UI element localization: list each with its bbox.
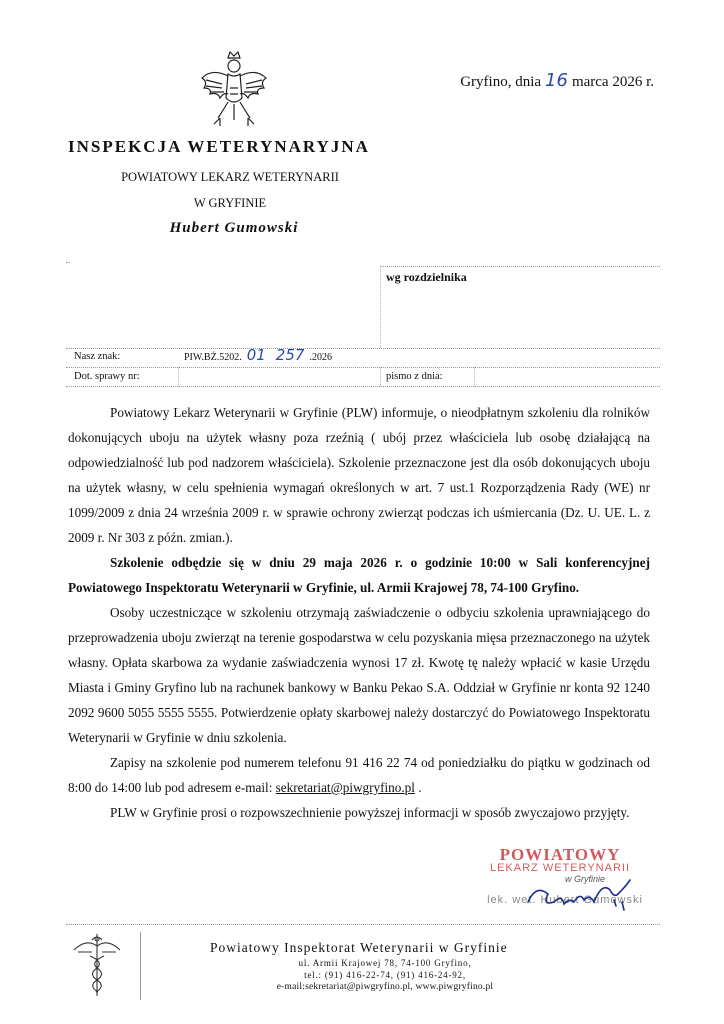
nasz-znak-handwritten-2: 257	[275, 346, 305, 364]
nasz-znak-prefix: PIW.BŻ.5202.	[184, 352, 242, 363]
footer-title: Powiatowy Inspektorat Weterynarii w Gryfinie	[210, 940, 508, 955]
polish-eagle-emblem-icon	[198, 48, 270, 130]
date-day-handwritten: 16	[545, 70, 568, 91]
document-date	[460, 70, 654, 91]
stamp-line-1: POWIATOWY	[499, 845, 621, 864]
addressee-left-rule	[380, 266, 381, 348]
paragraph-closing: PLW w Gryfinie prosi o rozpowszechnienie powyższej informacji w sposób zwyczajowo przyjęty.	[110, 805, 630, 820]
registration-text: Zapisy na szkolenie pod numerem telefonu 91 416 22 74 od poniedziałku do piątku w godzinach od 8:00 do 14:00 lub pod adresem e-mail:	[68, 755, 650, 795]
nasz-znak-handwritten-1: 01	[246, 346, 266, 364]
stamp-line-3: w Gryfinie	[564, 874, 605, 884]
handwritten-signature	[518, 872, 638, 922]
date-suffix: marca 2026 r.	[571, 74, 654, 90]
organization-title: INSPEKCJA WETERYNARYJNA	[68, 137, 370, 156]
reference-rule-top	[66, 348, 660, 349]
addressee-label: wg rozdzielnika	[386, 270, 467, 284]
paragraph-certificate: Osoby uczestniczące w szkoleniu otrzymają zaświadczenie o odbyciu szkolenia uprawniającego do przeprowadzenia uboju zwierząt na terenie gospodarstwa w celu pozyskania mięsa przeznaczonego na użytek własny. Opłata skarbowa za wydanie zaświadczenia wynosi 17 zł. Kwotę tę należy wpłacić w kasie Urzędu Miasta i Gminy Gryfino lub na rachunek bankowy w Banku Pekao S.A. Oddział w Gryfinie nr konta 92 1240 2092 9600 5055 5555 5555. Potwierdzenie opłaty skarbowej należy dostarczyć do Powiatowego Inspektoratu Weterynarii w Gryfinie w dniu szkolenia.	[68, 605, 650, 745]
footer-vertical-rule	[140, 932, 141, 1000]
registration-end: .	[414, 780, 422, 795]
reference-cell-rule	[380, 367, 381, 387]
stamp-line-2: LEKARZ WETERYNARII	[489, 862, 631, 874]
nasz-znak-value	[184, 346, 332, 364]
nasz-znak-label: Nasz znak:	[74, 351, 121, 362]
stamp-line-4: lek. wet. Hubert Gumowski	[487, 894, 643, 906]
pismo-z-dnia-label: pismo z dnia:	[386, 371, 443, 382]
nasz-znak-suffix: .2026	[309, 352, 332, 363]
footer-address: ul. Armii Krajowej 78, 74-100 Gryfino,	[298, 958, 472, 968]
paragraph-registration	[68, 750, 650, 800]
organization-subtitle: POWIATOWY LEKARZ WETERYNARII	[121, 170, 339, 184]
paragraph-training-date: Szkolenie odbędzie się w dniu 29 maja 2026 r. o godzinie 10:00 w Sali konferencyjnej Powiatowego Inspektoratu Weterynarii w Gryfinie, ul. Armii Krajowej 78, 74-100 Gryfino.	[68, 555, 650, 595]
footer-phone: tel.: (91) 416-22-74, (91) 416-24-92,	[304, 970, 466, 980]
divider	[66, 262, 70, 263]
paragraph-intro: Powiatowy Lekarz Weterynarii w Gryfinie (PLW) informuje, o nieodpłatnym szkoleniu dla rolników dokonujących uboju na użytek własny poza rzeźnią ( ubój przez właściciela lub osobę działającą na odpowiedzialność lub pod nadzorem właściciela). Szkolenie przeznaczone jest dla osób dokonujących uboju na użytek własny, w celu spełnienia wymagań określonych w art. 7 ust.1 Rozporządzenia Rady (WE) nr 1099/2009 z dnia 24 września 2009 r. w sprawie ochrony zwierząt podczas ich uśmiercania (Dz. U. UE. L. z 2009 r. Nr 303 z późn. zmian.).	[68, 405, 650, 545]
letter-body	[68, 400, 650, 825]
footer-rule	[66, 924, 660, 925]
officer-name: Hubert Gumowski	[169, 220, 299, 236]
addressee-top-rule	[380, 266, 660, 267]
veterinary-caduceus-logo-icon	[66, 930, 128, 1000]
dot-sprawy-label: Dot. sprawy nr:	[74, 371, 140, 382]
reference-rule-mid	[66, 367, 660, 368]
organization-location: W GRYFINIE	[193, 196, 267, 210]
email-link[interactable]: sekretariat@piwgryfino.pl	[275, 780, 415, 795]
reference-cell-rule	[178, 367, 179, 387]
reference-rule-bottom	[66, 386, 660, 387]
reference-cell-rule	[474, 367, 475, 387]
footer-contact: e-mail:sekretariat@piwgryfino.pl, www.piwgryfino.pl	[276, 982, 494, 992]
date-prefix: Gryfino, dnia	[460, 74, 542, 90]
